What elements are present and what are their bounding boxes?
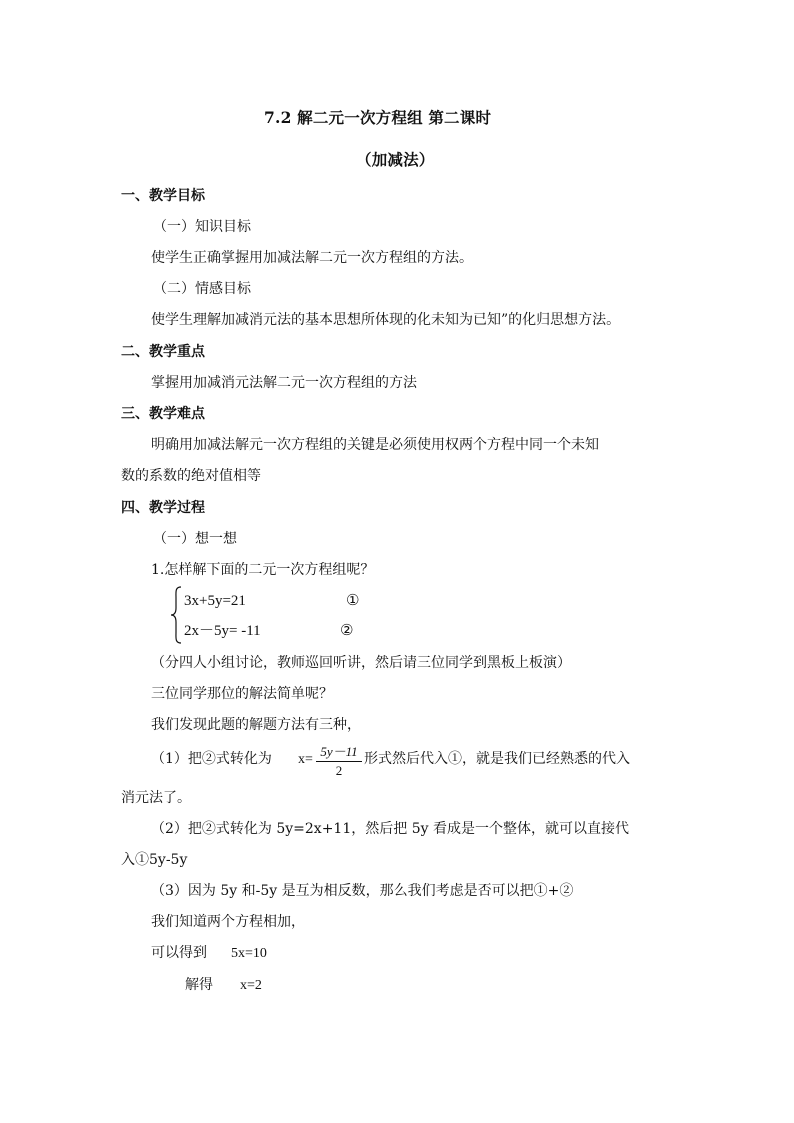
add-equations-text: 我们知道两个方程相加， — [151, 914, 305, 930]
section-heading-objectives: 一、教学目标 — [121, 188, 205, 204]
method-1-line2: 消元法了。 — [121, 790, 191, 806]
equation-2: 2x－5y= -11 — [184, 623, 261, 639]
fraction — [316, 745, 362, 777]
result-equation: 5x=10 — [231, 946, 267, 961]
solve-label: 解得 — [185, 977, 213, 993]
three-methods-text: 我们发现此题的解题方法有三种， — [151, 717, 361, 733]
method-1-prefix: （1）把②式转化为 — [151, 751, 272, 767]
solve-equation: x=2 — [240, 978, 262, 993]
simplest-method-question: 三位同学那位的解法简单呢？ — [151, 686, 333, 702]
difficulties-text-line1: 明确用加减法解元一次方程组的关键是必须使用权两个方程中同一个未知 — [151, 437, 599, 453]
page-subtitle: （加减法） — [356, 150, 435, 169]
equation-1-marker: ① — [346, 591, 360, 609]
fraction-numerator: 5y－11 — [320, 744, 358, 759]
section-heading-difficulties: 三、教学难点 — [121, 406, 205, 422]
subsection-knowledge-objective: （一）知识目标 — [153, 219, 251, 235]
section-heading-process: 四、教学过程 — [121, 500, 205, 516]
method-2-line1: （2）把②式转化为 5y=2x+11，然后把 5y 看成是一个整体，就可以直接代 — [151, 821, 629, 837]
method-1-x-equals: x= — [298, 752, 313, 767]
method-1-suffix: 形式然后代入①，就是我们已经熟悉的代入 — [364, 751, 630, 767]
result-label: 可以得到 — [151, 945, 207, 961]
fraction-denominator: 2 — [335, 763, 343, 778]
key-points-text: 掌握用加减消元法解二元一次方程组的方法 — [151, 375, 417, 391]
knowledge-objective-text: 使学生正确掌握用加减法解二元一次方程组的方法。 — [151, 250, 473, 266]
fraction-bar — [316, 761, 362, 762]
method-2-line2: 入①5y-5y — [121, 852, 188, 868]
group-discussion-note: （分四人小组讨论，教师巡回听讲，然后请三位同学到黑板上板演） — [151, 655, 571, 671]
emotional-objective-text: 使学生理解加减消元法的基本思想所体现的化未知为已知”的化归思想方法。 — [151, 312, 621, 328]
method-3-text: （3）因为 5y 和-5y 是互为相反数，那么我们考虑是否可以把①+② — [151, 883, 574, 899]
left-brace-icon — [170, 586, 182, 644]
equation-2-marker: ② — [340, 621, 354, 639]
difficulties-text-line2: 数的系数的绝对值相等 — [121, 468, 261, 484]
page-title: 7.2 解二元一次方程组 第二课时 — [264, 108, 492, 127]
equation-1: 3x+5y=21 — [184, 593, 246, 609]
subsection-emotional-objective: （二）情感目标 — [153, 281, 251, 297]
question-1: 1.怎样解下面的二元一次方程组呢？ — [151, 562, 375, 578]
section-heading-key-points: 二、教学重点 — [121, 344, 205, 360]
subsection-think: （一）想一想 — [153, 531, 237, 547]
